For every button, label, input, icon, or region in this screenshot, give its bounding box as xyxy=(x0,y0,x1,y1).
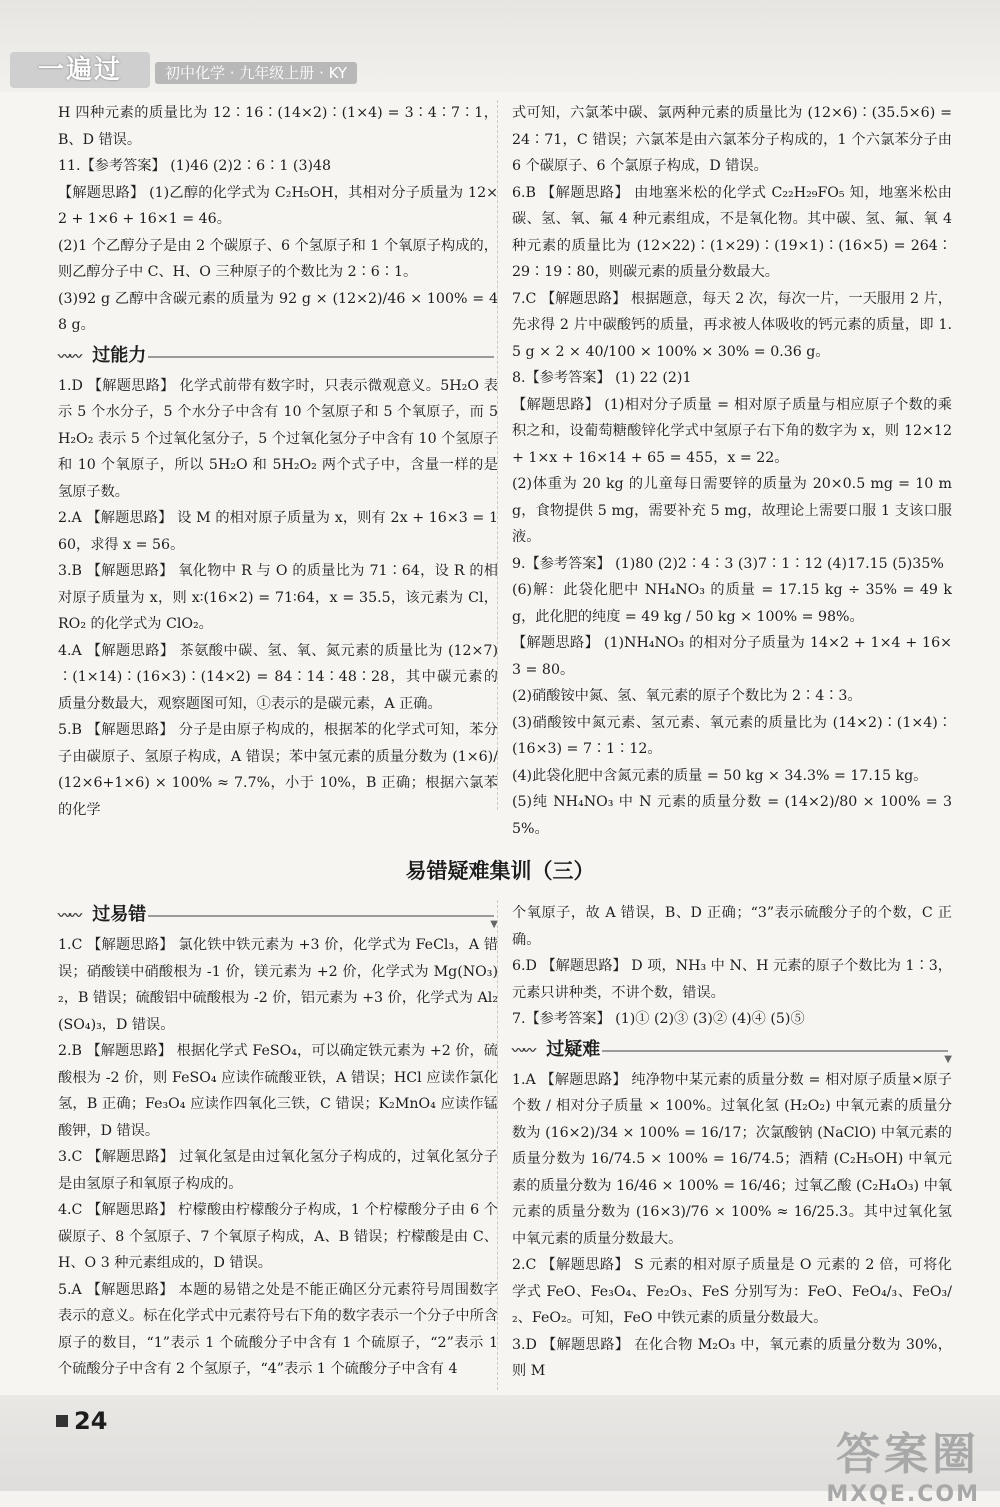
section-rule xyxy=(148,356,494,358)
column-divider xyxy=(497,900,498,1390)
answer-paragraph: 1.C 【解题思路】 氯化铁中铁元素为 +3 价，化学式为 FeCl₃，A 错误；硝酸镁中硝酸根为 -1 价，镁元素为 +2 价，化学式为 Mg(NO₃)₂，B 错误；硫酸铝中硫酸根为 -2 价，铝元素为 +3 价，化学式为 Al₂(SO₄)₃，D 错误。 xyxy=(58,937,498,1033)
answer-paragraph: 6.D 【解题思路】 D 项，NH₃ 中 N、H 元素的原子个数比为 1∶3，元素只讲种类，不讲个数，错误。 xyxy=(512,958,952,1001)
answer-paragraph: 3.C 【解题思路】 过氧化氢是由过氧化氢分子构成的，过氧化氢分子是由氢原子和氧原子构成的。 xyxy=(58,1149,498,1192)
section-rule xyxy=(148,915,494,917)
section-heading-guonengli: 〰〰 过能力 xyxy=(58,341,498,371)
answer-paragraph: H 四种元素的质量比为 12∶16∶(14×2)∶(1×4) = 3∶4∶7∶1，B、D 错误。 xyxy=(58,105,498,148)
column-divider xyxy=(497,100,498,810)
answer-paragraph: 5.B 【解题思路】 分子是由原子构成的，根据苯的化学式可知，苯分子由碳原子、氢原子构成，A 错误；苯中氢元素的质量分数为 (1×6)/(12×6+1×6) × 100% ≈ 7.7%，小于 10%，B 正确；根据六氯苯的化学 xyxy=(58,722,498,818)
answer-paragraph: 2.C 【解题思路】 S 元素的相对原子质量是 O 元素的 2 倍，可将化学式 FeO、Fe₃O₄、Fe₂O₃、FeS 分别写为：FeO、FeO₄/₃、FeO₃/₂、FeO₂。可知，FeO 中铁元素的质量分数最大。 xyxy=(512,1257,952,1326)
answer-paragraph: 3.B 【解题思路】 氧化物中 R 与 O 的质量比为 71∶64，设 R 的相对原子质量为 x，则 x∶(16×2) = 71∶64，x = 35.5，该元素为 Cl，RO₂ 的化学式为 ClO₂。 xyxy=(58,563,498,632)
answer-paragraph: 【解题思路】 (1)相对分子质量 = 相对原子质量与相应原子个数的乘积之和，设葡萄糖酸锌化学式中氢原子右下角的数字为 x，则 12×12 + 1×x + 16×14 + 65 = 455，x = 22。 xyxy=(512,396,952,466)
answer-paragraph: (2)1 个乙醇分子是由 2 个碳原子、6 个氢原子和 1 个氧原子构成的，则乙醇分子中 C、H、O 三种原子的个数比为 2∶6∶1。 xyxy=(58,237,498,280)
answer-paragraph: 11.【参考答案】 (1)46 (2)2∶6∶1 (3)48 xyxy=(58,158,332,174)
answer-paragraph: 个氧原子，故 A 错误，B、D 正确；“3”表示硫酸分子的个数，C 正确。 xyxy=(512,905,952,948)
answer-paragraph: 8.【参考答案】 (1) 22 (2)1 xyxy=(512,370,692,386)
watermark xyxy=(826,1418,980,1507)
square-bullet-icon xyxy=(56,1415,68,1427)
watermark-en: MXQE.COM xyxy=(826,1482,980,1507)
triangle-marker-icon: ▼ xyxy=(944,1053,952,1065)
watermark-cn: 答案圈 xyxy=(836,1429,980,1480)
answer-paragraph: (2)硝酸铵中氮、氢、氧元素的原子个数比为 2∶4∶3。 xyxy=(512,688,862,704)
answer-paragraph: 【解题思路】 (1)乙醇的化学式为 C₂H₅OH，其相对分子质量为 12×2 + 1×6 + 16×1 = 46。 xyxy=(58,184,498,227)
upper-right-column xyxy=(512,100,952,842)
answer-paragraph: (6)解：此袋化肥中 NH₄NO₃ 的质量 = 17.15 kg ÷ 35% = 49 kg，此化肥的纯度 = 49 kg / 50 kg × 100% = 98%。 xyxy=(512,582,952,625)
answer-paragraph: 1.A 【解题思路】 纯净物中某元素的质量分数 = 相对原子质量×原子个数 / 相对分子质量 × 100%。过氧化氢 (H₂O₂) 中氧元素的质量分数为 (16×2)/34 × 100% = 16/17；次氯酸钠 (NaClO) 中氧元素的质量分数为 16/74.5 × 100% = 16/74.5；酒精 (C₂H₅OH) 中氧元素的质量分数为 16/46 × 100% = 16/46；过氧乙酸 (C₂H₄O₃) 中氧元素的质量分数为 (16×3)/76 × 100% ≈ 16/25.3。其中过氧化氢中氧元素的质量分数最大。 xyxy=(512,1071,952,1247)
answer-paragraph: 4.A 【解题思路】 茶氨酸中碳、氢、氧、氮元素的质量比为 (12×7)∶(1×14)∶(16×3)∶(14×2) = 84∶14∶48∶28，其中碳元素的质量分数最大，观察题图可知，①表示的是碳元素，A 正确。 xyxy=(58,642,498,712)
answer-paragraph: 6.B 【解题思路】 由地塞米松的化学式 C₂₂H₂₉FO₅ 知，地塞米松由碳、氢、氧、氟 4 种元素组成，不是氧化物。其中碳、氢、氟、氧 4 种元素的质量比为 (12×22)∶(1×29)∶(19×1)∶(16×5) = 264∶29∶19∶80，则碳元素的质量分数最大。 xyxy=(512,184,952,280)
section-rule xyxy=(602,1050,948,1052)
answer-paragraph: 2.A 【解题思路】 设 M 的相对原子质量为 x，则有 2x + 16×3 = 160，求得 x = 56。 xyxy=(58,510,498,553)
answer-paragraph: (2)体重为 20 kg 的儿童每日需要锌的质量为 20×0.5 mg = 10 mg，食物提供 5 mg，需要补充 5 mg，故理论上需要口服 1 支该口服液。 xyxy=(512,476,952,545)
answer-paragraph: 式可知，六氯苯中碳、氯两种元素的质量比为 (12×6)∶(35.5×6) = 24∶71，C 错误；六氯苯是由六氯苯分子构成的，1 个六氯苯分子由 6 个碳原子、6 个氯原子构成，D 错误。 xyxy=(512,105,952,174)
header-bar xyxy=(0,0,1000,92)
answer-paragraph: 【解题思路】 (1)NH₄NO₃ 的相对分子质量为 14×2 + 1×4 + 16×3 = 80。 xyxy=(512,635,952,678)
triangle-marker-icon: ▼ xyxy=(490,919,498,930)
answer-paragraph: 9.【参考答案】 (1)80 (2)2∶4∶3 (3)7∶1∶12 (4)17.15 (5)35% xyxy=(512,555,944,572)
answer-paragraph: (4)此袋化肥中含氮元素的质量 = 50 kg × 34.3% = 17.15 kg。 xyxy=(512,767,928,784)
zigzag-icon: 〰〰 xyxy=(58,909,81,924)
upper-left-column xyxy=(58,100,498,823)
answer-paragraph: 3.D 【解题思路】 在化合物 M₂O₃ 中，氧元素的质量分数为 30%，则 M xyxy=(512,1336,952,1379)
book-series-label: 初中化学 · 九年级上册 · KY xyxy=(155,62,357,84)
answer-paragraph: 7.【参考答案】 (1)① (2)③ (3)② (4)④ (5)⑤ xyxy=(512,1011,805,1027)
section-title: 易错疑难集训（三） xyxy=(405,859,595,883)
answer-paragraph: (3)硝酸铵中氮元素、氢元素、氧元素的质量比为 (14×2)∶(1×4)∶(16×3) = 7∶1∶12。 xyxy=(512,714,952,757)
answer-paragraph: 5.A 【解题思路】 本题的易错之处是不能正确区分元素符号周围数字表示的意义。标在化学式中元素符号右下角的数字表示一个分子中所含原子的数目，“1”表示 1 个硫酸分子中含有 1 个硫原子，“2”表示 1 个硫酸分子中含有 2 个氢原子，“4”表示 1 个硫酸分子中含有 4 xyxy=(58,1281,498,1377)
zigzag-icon: 〰〰 xyxy=(58,349,81,365)
lower-left-column xyxy=(58,898,498,1383)
answer-paragraph: (3)92 g 乙醇中含碳元素的质量为 92 g × (12×2)/46 × 100% = 48 g。 xyxy=(58,290,498,333)
zigzag-icon: 〰〰 xyxy=(512,1043,535,1059)
answer-paragraph: 4.C 【解题思路】 柠檬酸由柠檬酸分子构成，1 个柠檬酸分子由 6 个碳原子、8 个氢原子、7 个氧原子构成，A、B 错误；柠檬酸是由 C、H、O 3 种元素组成的，D 错误。 xyxy=(58,1202,498,1271)
answer-paragraph: 2.B 【解题思路】 根据化学式 FeSO₄，可以确定铁元素为 +2 价，硫酸根为 -2 价，则 FeSO₄ 应读作硫酸亚铁，A 错误；HCl 应读作氯化氢，B 正确；Fe₃O₄ 应读作四氧化三铁，C 错误；K₂MnO₄ 应读作锰酸钾，D 错误。 xyxy=(58,1043,498,1139)
answer-paragraph: 1.D 【解题思路】 化学式前带有数字时，只表示微观意义。5H₂O 表示 5 个水分子，5 个水分子中含有 10 个氢原子和 5 个氧原子，而 5H₂O₂ 表示 5 个过氧化氢分子，5 个过氧化氢分子中含有 10 个氢原子和 10 个氧原子，所以 5H₂O 和 5H₂O₂ 两个式子中，含量一样的是氢原子数。 xyxy=(58,377,498,500)
answer-paragraph: 7.C 【解题思路】 根据题意，每天 2 次，每次一片，一天服用 2 片，先求得 2 片中碳酸钙的质量，再求被人体吸收的钙元素的质量，即 1.5 g × 2 × 40/100 × 100% × 30% = 0.36 g。 xyxy=(512,290,952,360)
section-heading-guoyinan: 〰〰 过疑难 ▼ xyxy=(512,1035,952,1065)
answer-paragraph: (5)纯 NH₄NO₃ 中 N 元素的质量分数 = (14×2)/80 × 100% = 35%。 xyxy=(512,794,952,837)
page-number: 24 xyxy=(56,1407,107,1435)
series-logo: 一遍过 xyxy=(10,52,150,88)
lower-right-column xyxy=(512,900,952,1385)
section-heading-guoyicuo: 〰〰 过易错 ▼ xyxy=(58,900,498,930)
